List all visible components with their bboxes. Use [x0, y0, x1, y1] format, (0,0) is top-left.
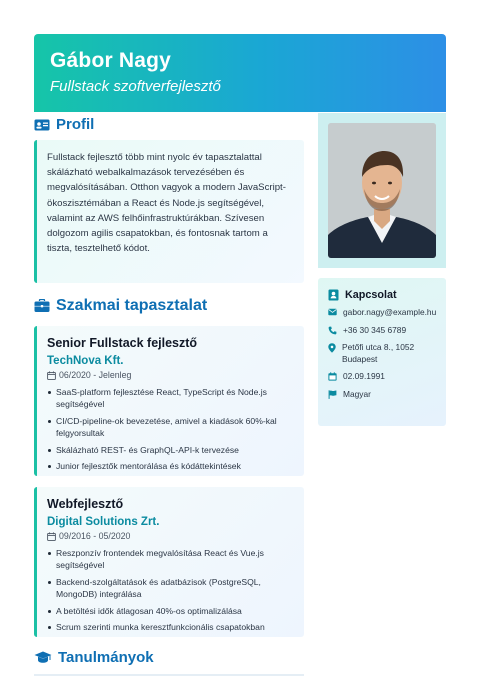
- job-company: Digital Solutions Zrt.: [47, 516, 160, 528]
- calendar-icon: [47, 532, 56, 541]
- person-portrait-icon: [328, 123, 436, 258]
- contact-heading-label: Kapcsolat: [345, 289, 397, 301]
- calendar-icon: [328, 372, 337, 381]
- profile-summary: [34, 140, 304, 283]
- list-item: Backend-szolgáltatások és adatbázisok (PostgreSQL, MongoDB) integrálása: [47, 576, 294, 601]
- profile-photo-card: [318, 113, 446, 268]
- education-heading: [34, 649, 154, 666]
- experience-heading-label: Szakmai tapasztalat: [56, 297, 208, 314]
- contact-email: [328, 307, 436, 319]
- job-responsibilities: [47, 547, 294, 633]
- person-name: Gábor Nagy: [50, 49, 172, 72]
- contact-phone: [328, 325, 436, 337]
- graduation-cap-icon: [34, 651, 52, 664]
- contact-email-text[interactable]: gabor.nagy@example.hu: [343, 307, 437, 317]
- job-entry: [34, 326, 304, 476]
- job-company: TechNova Kft.: [47, 355, 124, 367]
- contact-heading: [328, 289, 436, 301]
- list-item: SaaS-platform fejlesztése React, TypeScript és Node.js segítségével: [47, 386, 294, 411]
- contact-book-icon: [328, 289, 339, 301]
- job-role: Senior Fullstack fejlesztő: [47, 336, 198, 350]
- job-entry: [34, 487, 304, 637]
- id-card-icon: [34, 119, 50, 131]
- contact-phone-text[interactable]: +36 30 345 6789: [343, 324, 407, 335]
- education-heading-label: Tanulmányok: [58, 649, 154, 666]
- experience-heading: [34, 297, 207, 315]
- contact-address: [328, 342, 436, 365]
- profile-text: Fullstack fejlesztő több mint nyolc év tapasztalattal skálázható webalkalmazások tervezésében és megvalósításában. Otthon vagyok a modern JavaScript-ökoszisztémában a React és Node.js segítségével, valamint az AWS felhőinfrastruktúrákban. Szívesen dolgozom agilis csapatokban, és fontosnak tartom a tiszta, tesztelhető kódot.: [47, 152, 286, 255]
- contact-birthdate: [328, 371, 436, 383]
- list-item: Junior fejlesztők mentorálása és kódáttekintések: [47, 460, 294, 472]
- map-pin-icon: [328, 343, 336, 353]
- job-title: Fullstack szoftverfejlesztő: [50, 78, 221, 95]
- job-responsibilities: [47, 386, 294, 472]
- list-item: Skálázható REST- és GraphQL-API-k tervezése: [47, 444, 294, 456]
- job-dates: [47, 531, 294, 541]
- contact-nationality: [328, 389, 436, 401]
- briefcase-icon: [34, 299, 50, 313]
- job-dates-text: 09/2016 - 05/2020: [59, 531, 131, 541]
- calendar-icon: [47, 371, 56, 380]
- flag-icon: [328, 390, 337, 399]
- job-dates: [47, 370, 294, 380]
- list-item: Reszponzív frontendek megvalósítása React és Vue.js segítségével: [47, 547, 294, 572]
- profile-photo: [328, 123, 436, 258]
- contact-nationality-text: Magyar: [343, 388, 371, 399]
- job-role: Webfejlesztő: [47, 497, 124, 511]
- cv-header: [34, 34, 446, 112]
- list-item: A betöltési idők átlagosan 40%-os optimalizálása: [47, 605, 294, 617]
- envelope-icon: [328, 308, 337, 316]
- profile-heading: [34, 116, 94, 133]
- contact-address-text: Petőfi utca 8., 1052 Budapest: [342, 342, 415, 364]
- profile-heading-label: Profil: [56, 116, 95, 133]
- phone-icon: [328, 326, 337, 335]
- list-item: Scrum szerinti munka keresztfunkcionális csapatokban: [47, 621, 294, 633]
- section-divider: [34, 674, 304, 676]
- list-item: CI/CD-pipeline-ok bevezetése, amivel a kiadások 60%-kal felgyorsultak: [47, 415, 294, 440]
- contact-birthdate-text: 02.09.1991: [343, 371, 385, 382]
- contact-card: [318, 278, 446, 426]
- job-dates-text: 06/2020 - Jelenleg: [59, 370, 132, 380]
